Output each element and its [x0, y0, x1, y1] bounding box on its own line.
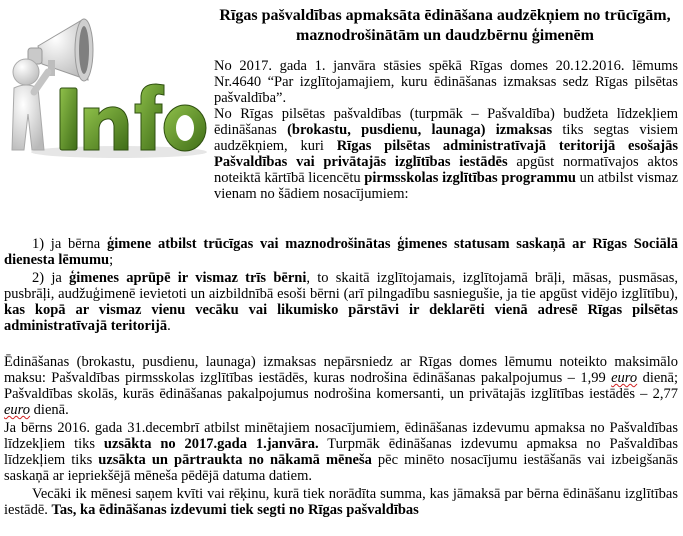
main-paragraph: No Rīgas pilsētas pašvaldības (turpmāk – Pašvaldība) budžeta līdzekļiem ēdināšanas (brokastu, pusdienu, launaga) izmaksas tiks segtas visiem audzēkņiem, kuri Rīgas pilsētas administratīvajā teritorijā esošajās Pašvaldības vai privātajās izglītības iestādēs apgūst normatīvajos aktos noteiktā kārtībā licencētu pirmsskolas izglītības programmu un atbilst vismaz vienam no šādiem nosacījumiem: — [214, 106, 679, 202]
info-megaphone-illustration — [4, 2, 210, 160]
condition-2: 2) ja ģimenes aprūpē ir vismaz trīs bērni, to skaitā izglītojamais, izglītojamā brāļi, māsas, pusmāsas, pusbrāļi, audžuģimenē ievietoti un aizbildnībā esoši bērni (arī pilngadību sasniegušie, ja tie apgūst vidējo izglītību), kas kopā ar vismaz vienu vecāku vai likumisko pārstāvi ir deklarēti vienā adresē Rīgas pilsētas administratīvajā teritorijā. — [4, 270, 678, 334]
page-title: Rīgas pašvaldības apmaksāta ēdināšana audzēkņiem no trūcīgām, maznodrošinātām un daudzbērnu ģimenēm — [219, 7, 671, 44]
intro-paragraph: No 2017. gada 1. janvāra stāsies spēkā Rīgas domes 20.12.2016. lēmums Nr.4640 “Par izglītojamajiem, kuru ēdināšanas izmaksas sedz Rīgas pilsētas pašvaldība”. — [214, 58, 678, 106]
receipt-paragraph: Vecāki ik mēnesi saņem kvīti vai rēķinu, kurā tiek norādīta summa, kas jāmaksā par bērna ēdināšanu izglītības iestādē. Tas, ka ēdināšanas izdevumi tiek segti no Rīgas pašvaldības — [4, 486, 678, 518]
cost-paragraph: Ēdināšanas (brokastu, pusdienu, launaga) izmaksas nepārsniedz ar Rīgas domes lēmumu noteikto maksimālo maksu: Pašvaldības pirmsskolas izglītības iestādēs, kuras nodrošina ēdināšanas pakalpojumus – 1,99 euro dienā; Pašvaldības skolās, kurās ēdināšanas pakalpojumus nodrošina komersanti, un privātajās izglītības iestādēs – 2,77 euro dienā. — [4, 354, 679, 418]
start-paragraph: Ja bērns 2016. gada 31.decembrī atbilst minētajiem nosacījumiem, ēdināšanas izdevumu apmaksa no Pašvaldības līdzekļiem tiks uzsākta no 2017.gada 1.janvāra. Turpmāk ēdināšanas izdevumu apmaksa no Pašvaldības līdzekļiem tiks uzsākta un pārtraukta no nākamā mēneša pēc minēto nosacījumu iestāšanās vai izbeigšanās saskaņā ar iepriekšējā mēneša pēdējā datuma datiem. — [4, 420, 678, 484]
figure-icon — [12, 59, 48, 150]
condition-1: 1) ja bērna ģimene atbilst trūcīgas vai maznodrošinātas ģimenes statusam saskaņā ar Rīgas Sociālā dienesta lēmumu; — [4, 236, 678, 268]
